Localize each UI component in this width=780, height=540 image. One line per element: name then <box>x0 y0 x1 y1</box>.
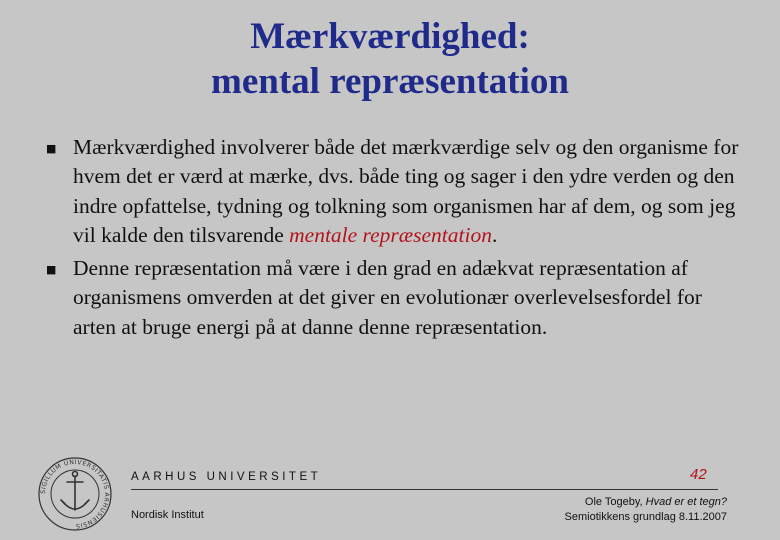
bullet-list <box>44 133 744 346</box>
footer-divider <box>131 489 718 490</box>
slide-title-line-1: Mærkværdighed: <box>250 16 530 57</box>
page-number: 42 <box>690 466 707 483</box>
seal-text: SIGILLUM UNIVERSITATIS ARHUSIENSIS <box>39 458 111 530</box>
bullet-text-end: . <box>491 222 498 247</box>
slide-title-line-2: mental repræsentation <box>211 61 569 102</box>
university-name: AARHUS UNIVERSITET <box>131 471 322 483</box>
bullet-item <box>44 133 744 250</box>
event-info: Semiotikkens grundlag 8.11.2007 <box>564 511 727 523</box>
talk-title: Hvad er et tegn? <box>645 496 727 508</box>
bullet-item <box>44 254 744 342</box>
institute-name: Nordisk Institut <box>131 509 204 521</box>
university-seal-icon <box>37 456 113 532</box>
square-bullet-icon: ■ <box>46 142 57 155</box>
bullet-emphasis: mentale repræsentation <box>289 222 492 247</box>
author-info <box>565 495 727 525</box>
bullet-text: Mærkværdighed involverer både det mærkværdige selv og den organisme for hvem det er værd at mærke, dvs. både ting og sager i den ydre verden og den indre opfattelse, tydning og tolkning som organismen har af dem, og som jeg vil kalde den tilsvarende <box>73 135 739 247</box>
author-name: Ole Togeby, <box>584 496 646 508</box>
slide-title <box>0 14 780 104</box>
bullet-text: Denne repræsentation må være i den grad en adækvat repræsentation af organismens omverden at det giver en evolutionær overlevelsesfordel for arten at bruge energi på at danne denne repræsentation. <box>73 256 702 339</box>
square-bullet-icon: ■ <box>46 263 57 277</box>
